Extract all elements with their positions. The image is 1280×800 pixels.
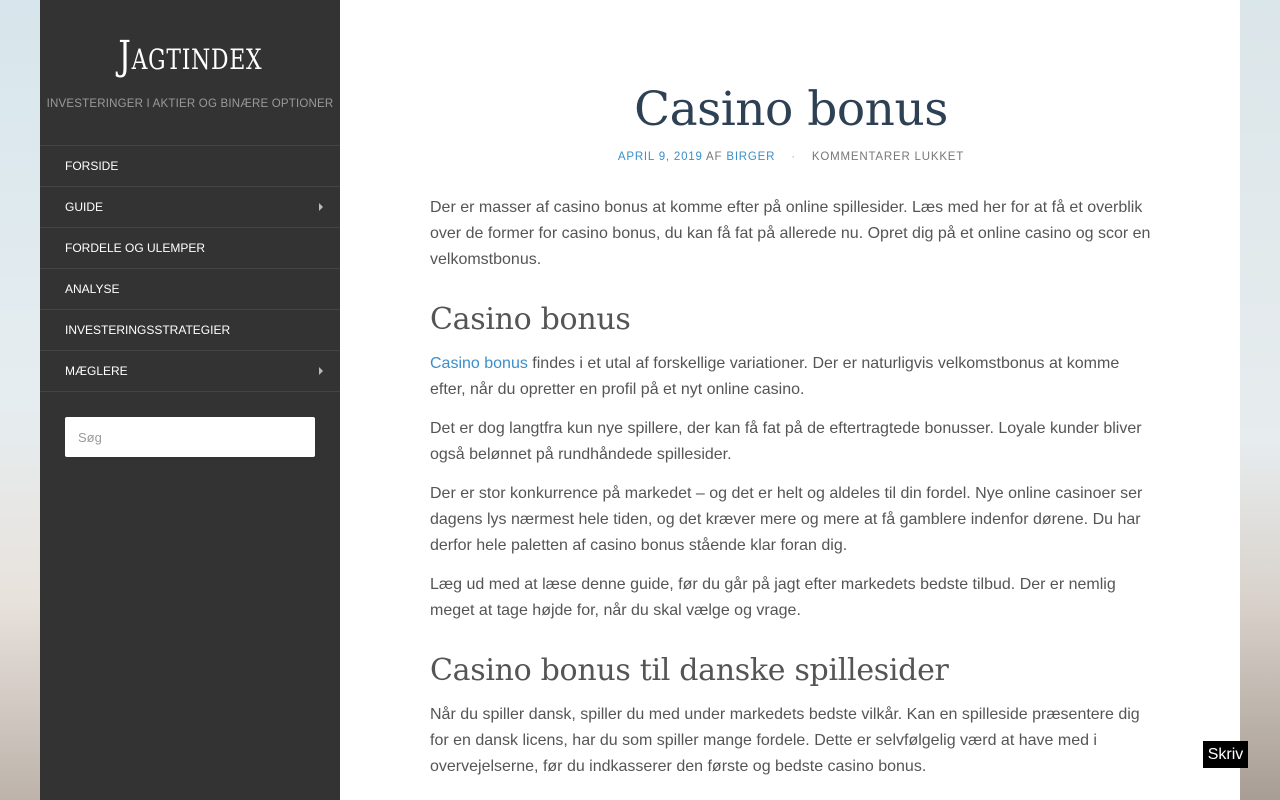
page-background-right (1240, 0, 1280, 800)
nav-item-investeringsstrategier[interactable] (40, 310, 340, 351)
nav-item-fordele-og-ulemper[interactable] (40, 228, 340, 269)
paragraph: Når du spiller dansk, spiller du med under markedets bedste vilkår. Kan en spilleside præsentere dig for en dansk licens, har du som spiller mange fordele. Dette er selvfølgelig værd at have med i overvejelserne, før du indkasserer den første og bedste casino bonus. (430, 706, 1140, 775)
main-navigation (40, 145, 340, 392)
nav-item-guide[interactable] (40, 187, 340, 228)
intro-paragraph: Der er masser af casino bonus at komme efter på online spillesider. Læs med her for at få et overblik over de former for casino bonus, du kan få fat på allerede nu. Opret dig på et online casino og scor en velkomstbonus. (430, 199, 1151, 268)
article (430, 0, 1152, 793)
nav-item-label: MÆGLERE (65, 364, 128, 378)
nav-item-maeglere[interactable] (40, 351, 340, 392)
comments-status: KOMMENTARER LUKKET (811, 151, 965, 163)
nav-item-forside[interactable] (40, 146, 340, 187)
page-background-left (0, 0, 40, 800)
section-heading-casino-bonus: Casino bonus (430, 302, 631, 337)
skriv-button[interactable]: Skriv (1203, 741, 1248, 768)
nav-item-label: GUIDE (65, 200, 104, 214)
sidebar (40, 0, 340, 800)
paragraph (430, 351, 1152, 403)
paragraph: Læg ud med at læse denne guide, før du går på jagt efter markedets bedste tilbud. Der er nemlig meget at tage højde for, når du skal vælge og vrage. (430, 576, 1116, 619)
search-input[interactable] (65, 417, 315, 457)
article-meta (430, 151, 1152, 163)
nav-item-label: FORDELE OG ULEMPER (65, 241, 206, 255)
caret-right-icon[interactable] (319, 203, 323, 211)
nav-item-label: ANALYSE (65, 282, 120, 296)
caret-right-icon[interactable] (319, 367, 323, 375)
main-content (340, 0, 1240, 800)
search-widget (40, 392, 340, 482)
site-description: INVESTERINGER I AKTIER OG BINÆRE OPTIONER (46, 98, 334, 110)
nav-item-label: INVESTERINGSSTRATEGIER (65, 323, 231, 337)
paragraph: Det er dog langtfra kun nye spillere, der kan få fat på de eftertragtede bonusser. Loyale kunder bliver også belønnet på rundhåndede spillesider. (430, 420, 1142, 463)
author-link[interactable]: BIRGER (726, 151, 776, 163)
casino-bonus-link[interactable]: Casino bonus (430, 355, 528, 372)
site-branding (40, 0, 340, 145)
author-prefix: AF (706, 151, 723, 163)
meta-separator: · (791, 151, 796, 163)
section-heading-danske-spillesider: Casino bonus til danske spillesider (430, 653, 949, 688)
nav-item-analyse[interactable] (40, 269, 340, 310)
article-title: Casino bonus (634, 82, 948, 137)
paragraph-text: findes i et utal af forskellige variationer. Der er naturligvis velkomstbonus at komme efter, når du opretter en profil på et nyt online casino. (430, 355, 1120, 398)
paragraph: Der er stor konkurrence på markedet – og det er helt og aldeles til din fordel. Nye online casinoer ser dagens lys nærmest hele tiden, og det kræver mere og mere at få gamblere indenfor dørene. Du har derfor hele paletten af casino bonus stående klar foran dig. (430, 485, 1143, 554)
nav-item-label: FORSIDE (65, 159, 119, 173)
site-title-link[interactable]: Jagtindex (117, 33, 263, 79)
post-date-link[interactable]: APRIL 9, 2019 (617, 151, 703, 163)
article-body (430, 195, 1152, 780)
